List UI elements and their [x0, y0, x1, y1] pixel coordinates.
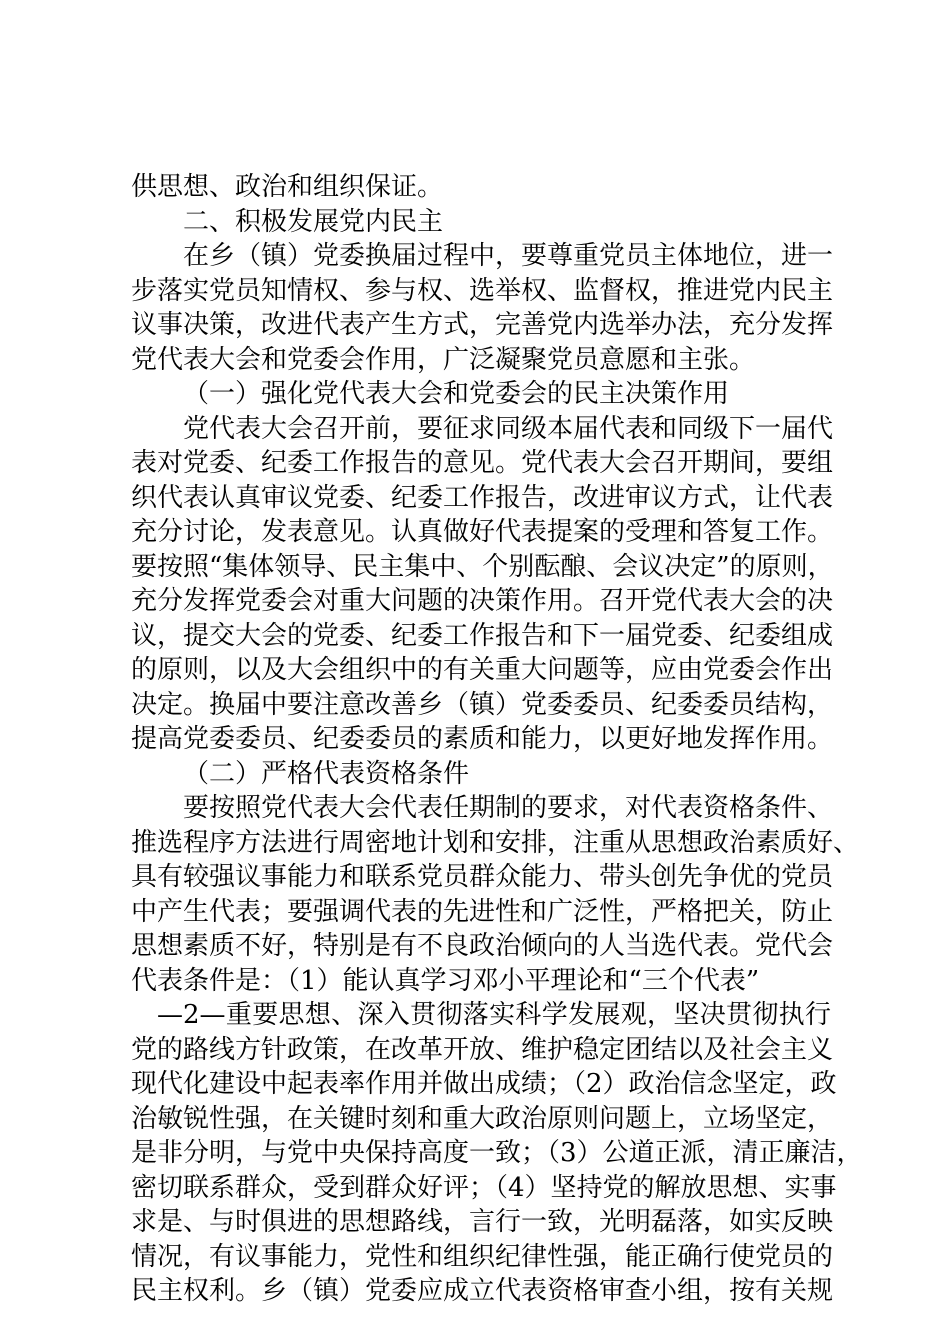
- text-line: 密切联系群众，受到群众好评；（4）坚持党的解放思想、实事: [131, 1172, 837, 1203]
- text-line: 议，提交大会的党委、纪委工作报告和下一届党委、纪委组成: [131, 620, 834, 651]
- text-line: 提高党委委员、纪委委员的素质和能力，以更好地发挥作用。: [131, 724, 834, 754]
- section-heading: 二、积极发展党内民主: [183, 206, 444, 237]
- subsection-heading: （一）强化党代表大会和党委会的民主决策作用: [183, 379, 730, 409]
- text-line: 党的路线方针政策，在改革开放、维护稳定团结以及社会主义: [131, 1034, 834, 1065]
- text-line: 充分发挥党委会对重大问题的决策作用。召开党代表大会的决: [131, 586, 834, 616]
- text-line: 供思想、政治和组织保证。: [131, 172, 444, 202]
- text-line: 中产生代表；要强调代表的先进性和广泛性，严格把关，防止: [131, 896, 834, 927]
- text-line: 表对党委、纪委工作报告的意见。党代表大会召开期间，要组: [131, 448, 834, 478]
- text-line: 织代表认真审议党委、纪委工作报告，改进审议方式，让代表: [131, 482, 834, 513]
- text-line: 推选程序方法进行周密地计划和安排，注重从思想政治素质好、: [131, 827, 860, 858]
- text-line: 情况，有议事能力，党性和组织纪律性强，能正确行使党员的: [131, 1241, 834, 1272]
- text-line: 代表条件是：（1）能认真学习邓小平理论和“三个代表”: [131, 965, 760, 996]
- page-number-line: —2—重要思想、深入贯彻落实科学发展观，坚决贯彻执行: [157, 1000, 831, 1030]
- document-page: [131, 170, 863, 1309]
- subsection-heading: （二）严格代表资格条件: [183, 758, 470, 789]
- text-line: 思想素质不好，特别是有不良政治倾向的人当选代表。党代会: [131, 931, 834, 961]
- text-line: 党代表大会和党委会作用，广泛凝聚党员意愿和主张。: [131, 344, 756, 375]
- text-line: 充分讨论，发表意见。认真做好代表提案的受理和答复工作。: [131, 517, 834, 547]
- text-line: 治敏锐性强，在关键时刻和重大政治原则问题上，立场坚定，: [131, 1103, 834, 1134]
- text-line: 在乡（镇）党委换届过程中，要尊重党员主体地位，进一: [183, 241, 834, 271]
- text-line: 的原则，以及大会组织中的有关重大问题等，应由党委会作出: [131, 655, 834, 685]
- text-line: 决定。换届中要注意改善乡（镇）党委委员、纪委委员结构，: [131, 689, 834, 720]
- text-line: 民主权利。乡（镇）党委应成立代表资格审查小组，按有关规: [131, 1276, 834, 1306]
- text-line: 步落实党员知情权、参与权、选举权、监督权，推进党内民主: [131, 275, 834, 306]
- text-line: 是非分明，与党中央保持高度一致；（3）公道正派，清正廉洁，: [131, 1138, 863, 1168]
- text-line: 具有较强议事能力和联系党员群众能力、带头创先争优的党员: [131, 862, 834, 892]
- text-line: 要按照党代表大会代表任期制的要求，对代表资格条件、: [183, 793, 834, 823]
- text-line: 求是、与时俱进的思想路线，言行一致，光明磊落，如实反映: [131, 1207, 834, 1237]
- text-line: 党代表大会召开前，要征求同级本届代表和同级下一届代: [183, 413, 834, 444]
- text-line: 议事决策，改进代表产生方式，完善党内选举办法，充分发挥: [131, 310, 834, 340]
- text-line: 现代化建设中起表率作用并做出成绩；（2）政治信念坚定，政: [131, 1069, 837, 1099]
- text-line: 要按照“集体领导、民主集中、个别酝酿、会议决定”的原则，: [131, 551, 834, 582]
